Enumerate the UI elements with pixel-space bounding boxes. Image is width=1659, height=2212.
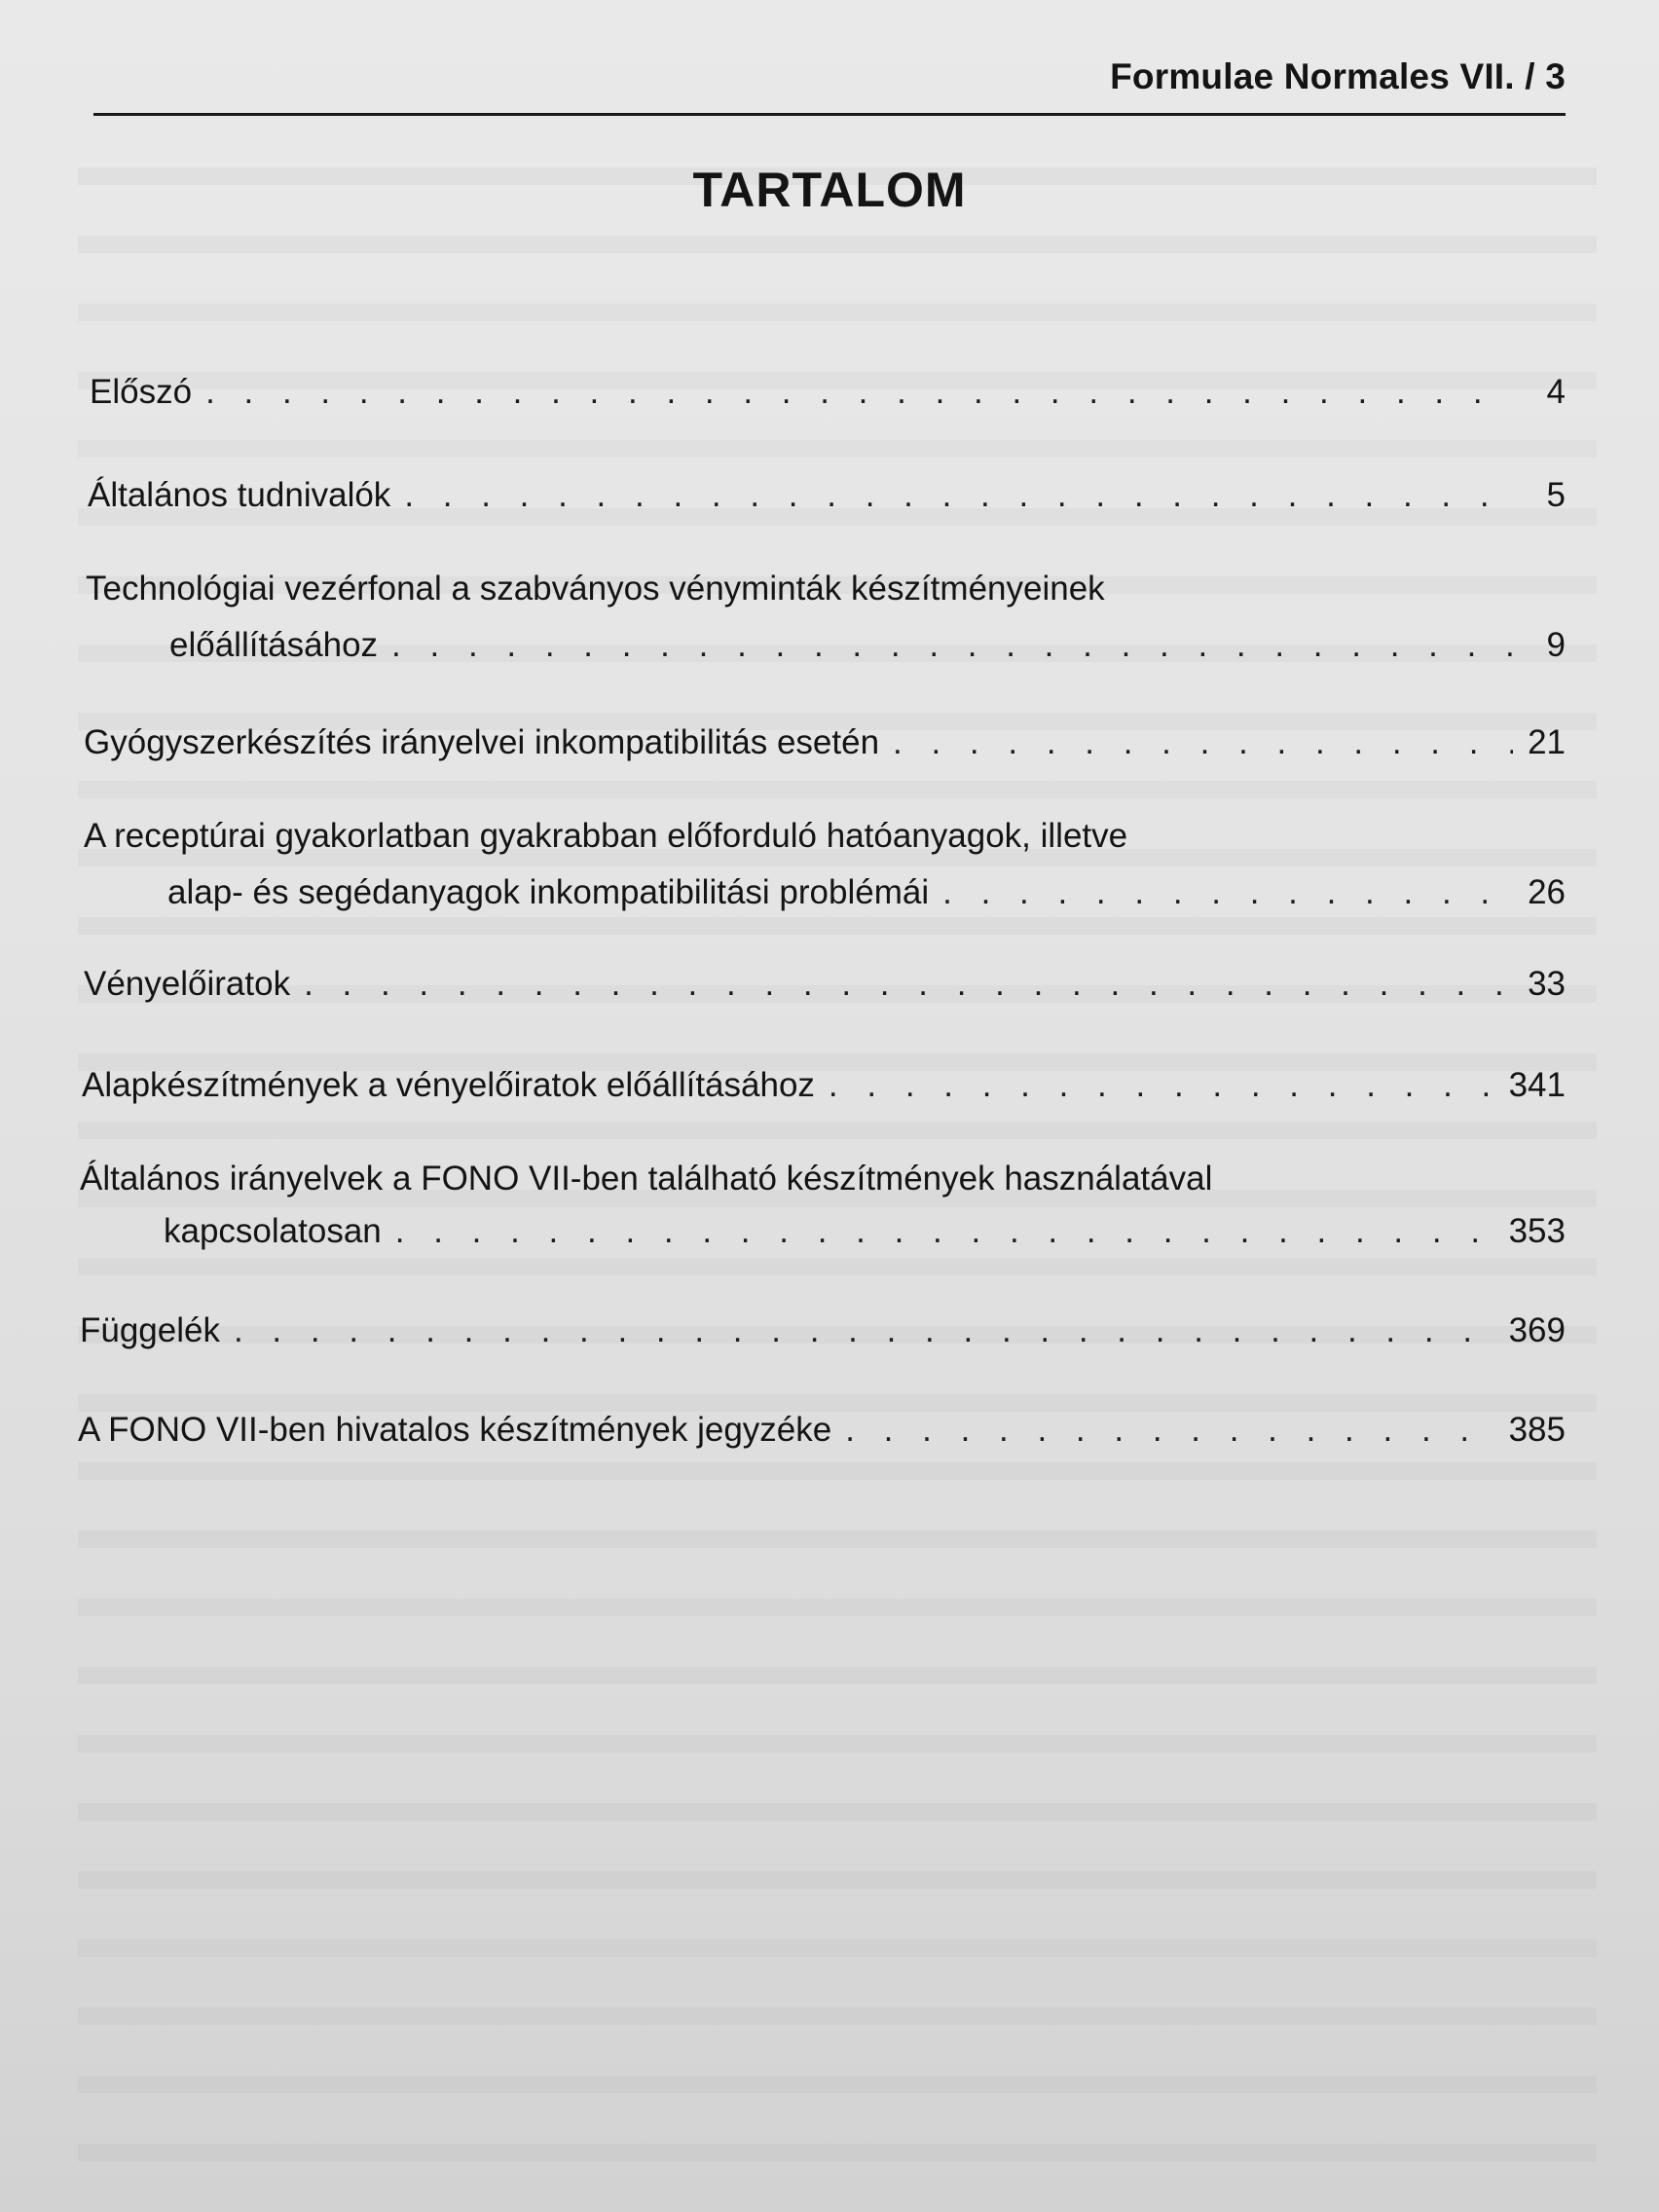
toc-leader-dots — [304, 960, 1513, 1009]
toc-entry-title: A receptúrai gyakorlatban gyakrabban előforduló hatóanyagok, illetve — [84, 817, 1128, 855]
toc-entry-title: Függelék — [80, 1311, 220, 1349]
toc-entry-page: 4 — [1546, 373, 1566, 411]
toc-entry-fuggelek — [80, 1307, 1566, 1355]
toc-entry-title: A FONO VII-ben hivatalos készítmények jegyzéke — [78, 1411, 832, 1449]
toc-entry-hivatalos-keszitmenyek-jegyzeke — [78, 1406, 1566, 1455]
toc-entry-title-continued: alap- és segédanyagok inkompatibilitási problémái — [167, 873, 930, 911]
toc-entry-title: Vényelőiratok — [84, 965, 291, 1003]
toc-leader-dots — [391, 621, 1513, 670]
toc-entry-title: Előszó — [90, 373, 193, 411]
toc-entry-page: 26 — [1528, 873, 1566, 911]
toc-entry-page: 21 — [1528, 723, 1566, 761]
toc-leader-dots — [395, 1207, 1495, 1256]
toc-entry-gyogyszerkeszites-iranyelvei — [84, 719, 1566, 767]
toc-entry-title: Általános irányelvek a FONO VII-ben található készítmények használatával — [80, 1160, 1213, 1198]
toc-entry-title-continued: előállításához — [169, 626, 379, 664]
toc-entry-recepturai-gyakorlat — [84, 812, 1566, 917]
toc-entry-eloszo — [90, 368, 1566, 417]
toc-entry-page: 341 — [1508, 1066, 1566, 1104]
toc-leader-dots — [404, 471, 1513, 520]
toc-entry-page: 353 — [1508, 1212, 1566, 1250]
toc-entry-altalanos-tudnivalok — [88, 471, 1566, 520]
toc-leader-dots — [845, 1406, 1494, 1455]
toc-entry-page: 369 — [1508, 1311, 1566, 1349]
toc-entry-title: Általános tudnivalók — [88, 476, 391, 514]
toc-entry-venyeloiratok — [84, 960, 1566, 1009]
toc-entry-page: 385 — [1508, 1411, 1566, 1449]
running-header: Formulae Normales VII. / 3 — [1110, 56, 1566, 96]
toc-entry-alapkeszitmenyek — [82, 1061, 1566, 1110]
toc-leader-dots — [942, 868, 1513, 917]
toc-entry-page: 5 — [1546, 476, 1566, 514]
toc-entry-title: Gyógyszerkészítés irányelvei inkompatibilitás esetén — [84, 723, 880, 761]
toc-entry-title: Alapkészítmények a vényelőiratok előállításához — [82, 1066, 815, 1104]
toc-leader-dots — [205, 368, 1513, 417]
toc-leader-dots — [234, 1307, 1495, 1355]
toc-entry-page: 9 — [1546, 626, 1566, 664]
toc-entry-technologiai-vezerfonal — [86, 565, 1566, 670]
toc-leader-dots — [893, 719, 1513, 767]
toc-leader-dots — [829, 1061, 1495, 1110]
toc-entry-page: 33 — [1528, 965, 1566, 1003]
toc-entry-title: Technológiai vezérfonal a szabványos vényminták készítményeinek — [86, 570, 1105, 608]
toc-entry-altalanos-iranyelvek — [80, 1155, 1566, 1256]
toc-title: TARTALOM — [692, 163, 967, 217]
toc-entry-title-continued: kapcsolatosan — [164, 1212, 382, 1250]
